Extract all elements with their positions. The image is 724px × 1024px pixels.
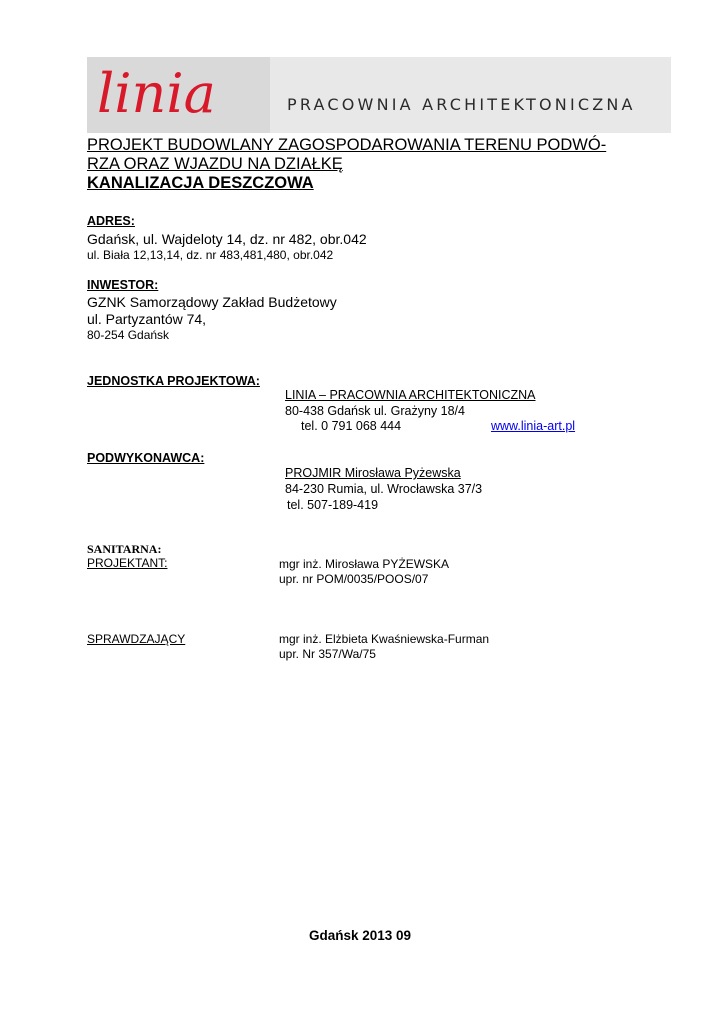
designer-name: mgr inż. Mirosława PYŻEWSKA [279, 557, 450, 571]
investor-line1: GZNK Samorządowy Zakład Budżetowy [87, 294, 337, 310]
address-line1: Gdańsk, ul. Wajdeloty 14, dz. nr 482, obr.042 [87, 231, 367, 247]
logo-text: linia [97, 66, 216, 125]
checker-license: upr. Nr 357/Wa/75 [279, 647, 376, 661]
subcontractor-address: 84-230 Rumia, ul. Wrocławska 37/3 [285, 482, 483, 496]
subcontractor-name: PROJMIR Mirosława Pyżewska [285, 466, 461, 480]
project-title [87, 136, 606, 174]
design-unit-address: 80-438 Gdańsk ul. Grażyny 18/4 [285, 404, 465, 418]
investor-label: INWESTOR: [87, 278, 159, 292]
firm-name: PRACOWNIA ARCHITEKTONICZNA [287, 95, 636, 114]
design-unit-phone: tel. 0 791 068 444 [301, 419, 402, 433]
website-link[interactable]: www.linia-art.pl [491, 419, 576, 433]
subcontractor-label: PODWYKONAWCA: [87, 451, 205, 465]
address-label: ADRES: [87, 214, 135, 228]
checker-name: mgr inż. Elżbieta Kwaśniewska-Furman [279, 632, 490, 646]
investor-line3: 80-254 Gdańsk [87, 328, 170, 342]
designer-label: PROJEKTANT: [87, 556, 168, 570]
place-date: Gdańsk 2013 09 [309, 928, 412, 943]
investor-line2: ul. Partyzantów 74, [87, 311, 207, 327]
design-unit-label: JEDNOSTKA PROJEKTOWA: [87, 374, 260, 388]
project-title-line1: PROJEKT BUDOWLANY ZAGOSPODAROWANIA TERENU PODWÓ- [87, 136, 607, 154]
linia-logo [95, 66, 275, 126]
checker-label: SPRAWDZAJĄCY [87, 632, 186, 646]
sanitary-label: SANITARNA: [87, 542, 162, 556]
project-title-line2: RZA ORAZ WJAZDU NA DZIAŁKĘ [87, 155, 343, 173]
subcontractor-phone: tel. 507-189-419 [287, 498, 379, 512]
project-subtitle: KANALIZACJA DESZCZOWA [87, 174, 314, 192]
designer-license: upr. nr POM/0035/POOS/07 [279, 572, 429, 586]
design-unit-name: LINIA – PRACOWNIA ARCHITEKTONICZNA [285, 388, 536, 402]
address-line2: ul. Biała 12,13,14, dz. nr 483,481,480, obr.042 [87, 248, 334, 262]
